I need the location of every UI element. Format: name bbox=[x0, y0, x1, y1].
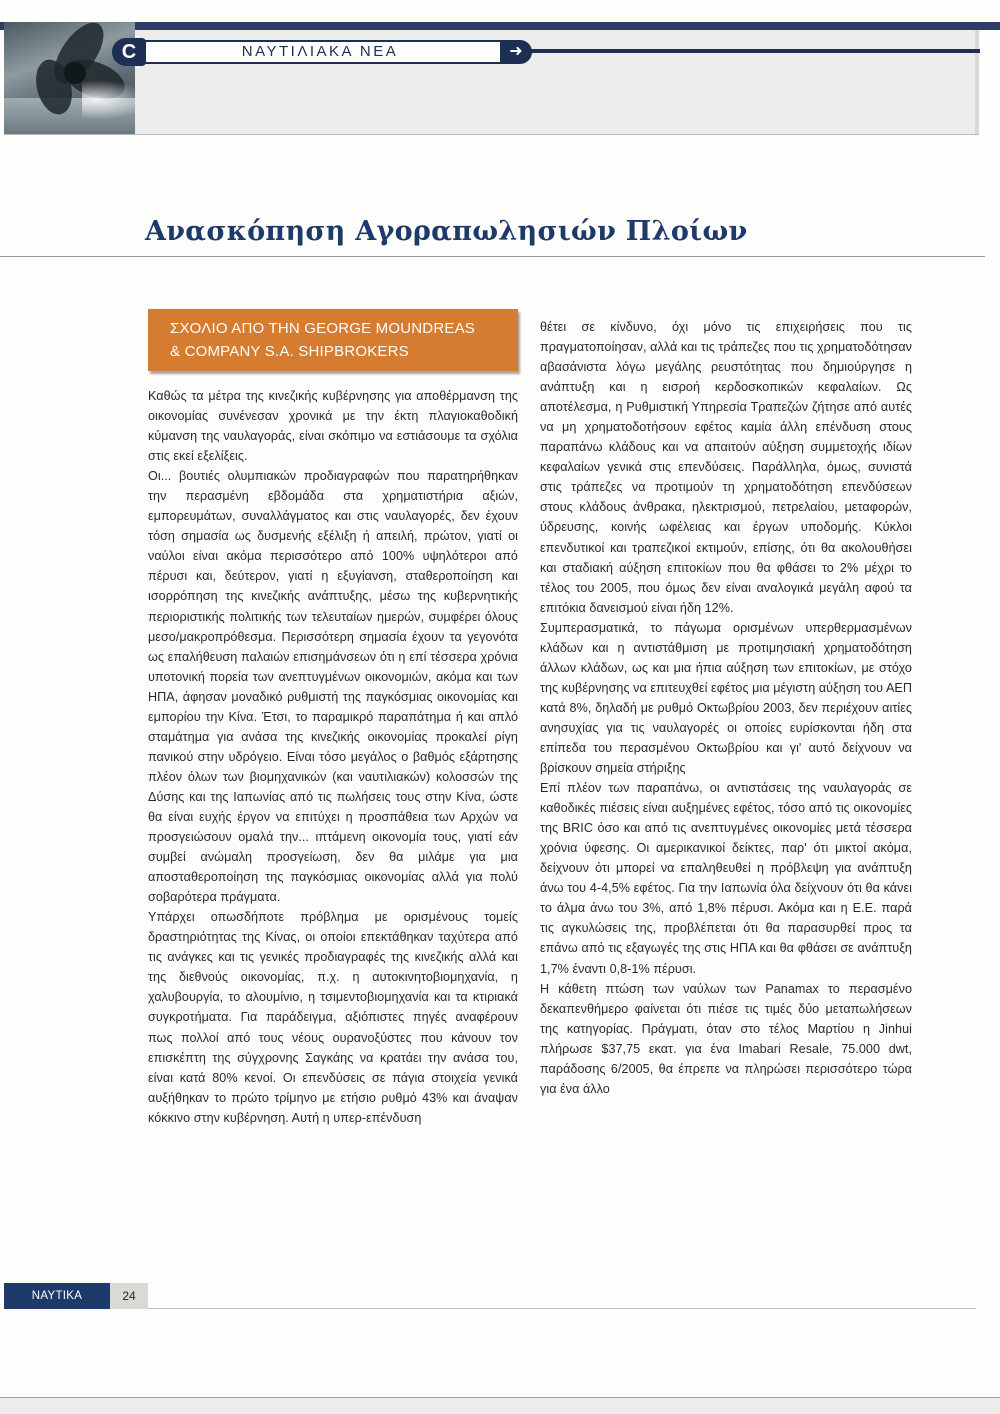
headline-divider bbox=[0, 256, 985, 257]
article-column-left bbox=[148, 386, 518, 1128]
paragraph: Οι... βουτιές ολυμπιακών προδιαγραφών που παρατηρήθηκαν την περασμένη εβδομάδα στα χρηματιστήρια αξιών, εμπορευμάτων, συναλλάγματος και στις ναυλαγορές, δεν έχουν τόση σημασία ως δυσμενής εξέλιξη ή απειλή, πρώτον, γιατί οι ναύλοι είναι ακόμα περισσότερο από 100% υψηλότεροι από πέρυσι και, δεύτερον, γιατί η εξυγίανση, σταθεροποίηση και ισορρόπηση της κινεζικής ανάπτυξης, μέσω της κυβερνητικής περιοριστικής πολιτικής των τελευταίων ημερών, συμφέρει όλους μεσο/μακροπρόθεσμα. Περισσότερη σημασία έχουν τα γεγονότα ως επαλήθευση παλαιών επισημάνσεων ότι η επί τέσσερα χρόνια υποτονική πορεία των ανεπτυγμένων οικονομιών, ακόμα και των ΗΠΑ, άφησαν μοναδικό ρυθμιστή της παγκόσμιας οικονομίας και εμπορίου την Κίνα. Έτσι, το παραμικρό παραπάτημα ή και απλό σταμάτημα για ανάσα της κινεζικής οικονομίας προκαλεί ρίγη πανικού στην υδρόγειο. Είναι τόσο μεγάλος ο βαθμός εξάρτησης πλέον όλων των βιομηχανικών (και ναυτιλιακών) κολοσσών της Δύσης και της Ιαπωνίας από τις πωλήσεις τους στην Κίνα, ώστε θα είναι ευχής έργον να επιτύχει η προσπάθεια των Αρχών να προσγειώσουν ομαλά την... ιπτάμενη οικονομία τους, γιατί εάν συμβεί ανώμαλη προσγείωση, δεν θα μιλάμε για μια αποσταθεροποίηση της παγκόσμιας οικονομίας αλλά για πολύ σοβαρότερα πράγματα. bbox=[148, 469, 518, 905]
article-headline: Ανασκόπηση Αγοραπωλησιών Πλοίων bbox=[145, 216, 748, 247]
bottom-bar bbox=[0, 1398, 1000, 1414]
paragraph: θέτει σε κίνδυνο, όχι μόνο τις επιχειρήσεις που τις πραγματοποίησαν, αλλά και τις τράπεζες που τις χρηματοδότησαν αβασάνιστα λόγω μεγάλης ρευστότητας που δημιούργησε η ανάπτυξη και η εισροή κερδοσκοπικών κεφαλαίων. Ως αποτέλεσμα, η Ρυθμιστική Υπηρεσία Τραπεζών ζήτησε από αυτές να μη χρηματοδοτήσουν εφέτος καμία άλλη επένδυση στους παραπάνω κλάδους και να απαιτούν αύξηση συμμετοχής ιδίων κεφαλαίων γενικά στις επενδύσεις. Παράλληλα, όμως, συνιστά στις τράπεζες να προτιμούν τη χρηματοδότηση επενδύσεων στους κλάδους άνθρακα, ηλεκτρισμού, πετρελαίου, μεταφορών, ύδρευσης, κοινής ωφέλειας και έργων υποδομής. Κύκλοι επενδυτικοί και τραπεζικοί εκτιμούν, επίσης, ότι θα ακολουθήσει και σταδιακή αύξηση επιτοκίων που θα φθάσει το 2% μέχρι το τέλος του 2005, που όμως δεν είναι αναλογικά μεγάλη αφού τα επιτόκια δανεισμού είναι ήδη 12%. bbox=[540, 320, 912, 615]
arrow-right-icon: ➜ bbox=[500, 40, 532, 64]
paragraph: Καθώς τα μέτρα της κινεζικής κυβέρνησης για αποθέρμανση της οικονομίας συνένεσαν χρονικά με την έκτη πλαγιοκαθοδική κύμανση της ναυλαγοράς, είναι σκόπιμο να εστιάσουμε τα σχόλια στις εκεί εξελίξεις. bbox=[148, 389, 518, 464]
header-right-edge bbox=[975, 30, 979, 134]
header-band bbox=[135, 22, 975, 134]
paragraph: Η κάθετη πτώση των ναύλων των Panamax το περασμένο δεκαπενθήμερο φαίνεται ότι πιέσε τις τιμές δύο μεταπωλήσεων της κατηγορίας. Πράγματι, όταν στο τέλος Μαρτίου η Jinhui πλήρωσε $37,75 εκατ. για ένα Imabari Resale, 75.000 dwt, παράδοσης 6/2005, θα έπρεπε να πληρώσει περισσότερο τώρα για ένα άλλο bbox=[540, 981, 912, 1096]
box-line-1: ΣΧΟΛΙΟ ΑΠΟ ΤΗΝ GEORGE MOUNDREAS bbox=[170, 320, 475, 337]
header-rule bbox=[530, 49, 980, 53]
footer-magazine-name: ΝΑΥΤΙΚΑ ΧΡΟΝΙΚΑ bbox=[4, 1283, 110, 1309]
paragraph: Επί πλέον των παραπάνω, οι αντιστάσεις της ναυλαγοράς σε καθοδικές πιέσεις είναι αυξημένες εφέτος, τόσο από τις οικονομίες της BRIC όσο και από τις ανεπτυγμένες οικονομίες μετά τέσσερα χρόνια ύφεσης. Οι αμερικανικοί δείκτες, παρ' ότι μικτοί ακόμα, δείχνουν ότι μπορεί να επαληθευθεί η πρόβλεψη για ανάπτυξη άνω του 4-4,5% εφέτος. Για την Ιαπωνία όλα δείχνουν ότι θα κάνει το άλμα άνω του 3%, από 1,8% πέρυσι. Ακόμα και η Ε.Ε. παρά τις αγκυλώσεις της, προβλέπεται ότι θα παρασυρθεί προς τα επάνω από τις εξαγωγές της στις ΗΠΑ και θα φθάσει σε ανάπτυξη 1,7% έναντι 0,8-1% πέρυσι. bbox=[540, 781, 912, 976]
paragraph: Υπάρχει οπωσδήποτε πρόβλημα με ορισμένους τομείς δραστηριότητας της Κίνας, οι οποίοι επεκτάθηκαν ταχύτερα από τις ανάγκες και τις γενικές προδιαγραφές της κινεζικής αλλά και της διεθνούς οικονομίας, π.χ. η αυτοκινητοβιομηχανία, η χαλυβουργία, το αλουμίνιο, η τσιμεντοβιομηχανία και τα κτιριακά συγκροτήματα. Για παράδειγμα, αξιόπιστες πηγές αναφέρουν πως πολλοί από τους νέους ουρανοξύστες που κάνουν τον επισκέπτη της σύγχρονης Σαγκάης να κρατάει την ανάσα του, είναι κατά 80% κενοί. Οι επενδύσεις σε πάγια στοιχεία γενικά αυξήθηκαν το πρώτο τρίμηνο με ετήσιο ρυθμό 43% και άναψαν κόκκινο στην κυβέρνηση. Αυτή η υπερ-επένδυση bbox=[148, 910, 518, 1125]
box-line-2: & COMPANY S.A. SHIPBROKERS bbox=[170, 343, 409, 360]
header-propeller-photo bbox=[4, 22, 135, 134]
section-title: ΝΑΥΤΙΛΙΑΚΑ ΝΕΑ bbox=[241, 43, 399, 60]
header-top-stripe bbox=[0, 22, 1000, 30]
paragraph: Συμπερασματικά, το πάγωμα ορισμένων υπερθερμασμένων κλάδων και η αντιστάθμιση με προτιμησιακή χρηματοδότηση άλλων κλάδων, ως και μια ήπια αύξηση των επιτοκίων, με στόχο της κυβέρνησης να επιτευχθεί εφέτος μια μέγιστη αύξηση του ΑΕΠ κατά 8%, δηλαδή με ρυθμό Οκτωβρίου 2003, δεν περιέχουν αιτίες ανησυχίας για τις ναυλαγορές οι οποίες ευρίσκονται ήδη στα επίπεδα του περασμένου Οκτωβρίου και γι' αυτό δείχνουν να βρίσκουν σημεία στήριξης bbox=[540, 620, 912, 776]
arrow-left-icon: C bbox=[112, 38, 146, 66]
page-number: 24 bbox=[110, 1283, 148, 1309]
header-divider bbox=[4, 134, 979, 135]
footer-divider bbox=[148, 1308, 976, 1309]
photo-water-spray bbox=[82, 80, 135, 120]
commentary-source-box bbox=[148, 309, 518, 371]
article-column-right bbox=[540, 317, 912, 1099]
